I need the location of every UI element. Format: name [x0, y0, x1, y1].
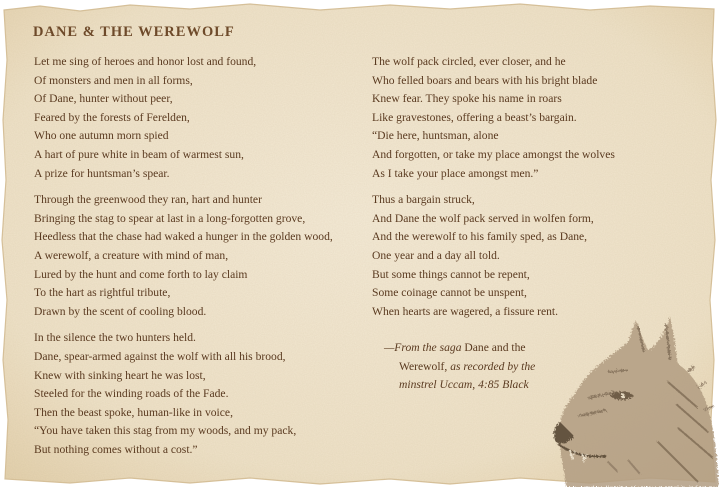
poem-line: And the werewolf to his family sped, as Dane,	[372, 230, 588, 244]
poem-line: Who one autumn morn spied	[34, 129, 169, 143]
poem-line: As I take your place amongst men.”	[372, 166, 539, 180]
poem-line: Of monsters and men in all forms,	[34, 73, 193, 87]
poem-line: Dane, spear-armed against the wolf with all his brood,	[34, 349, 286, 363]
poem-line: Of Dane, hunter without peer,	[34, 92, 173, 106]
poem-line: When hearts are wagered, a fissure rent.	[372, 304, 559, 318]
poem-line: Lured by the hunt and come forth to lay claim	[34, 267, 248, 281]
poem-line: Heedless that the chase had waked a hunger in the golden wood,	[34, 230, 333, 244]
poem-line: Drawn by the scent of cooling blood.	[34, 304, 207, 318]
poem-line: In the silence the two hunters held.	[34, 331, 196, 345]
poem-line: A werewolf, a creature with mind of man,	[34, 248, 229, 262]
poem-line: But some things cannot be repent,	[372, 267, 530, 281]
poem-line: To the hart as rightful tribute,	[34, 286, 171, 300]
attribution-italic: as recorded by the	[447, 359, 536, 373]
stanza	[34, 191, 364, 321]
poem-line: But nothing comes without a cost.”	[34, 442, 198, 456]
poem-left-column	[34, 53, 364, 467]
poem-right-column	[372, 53, 672, 329]
poem-line: Knew with sinking heart he was lost,	[34, 368, 206, 382]
attribution-italic: —From the saga	[384, 341, 462, 354]
poem-line: Knew fear. They spoke his name in roars	[372, 92, 562, 106]
poem-line: “You have taken this stag from my woods, and my pack,	[34, 424, 297, 438]
attribution	[384, 339, 535, 395]
poem-line: Bringing the stag to spear at last in a long-forgotten grove,	[34, 211, 306, 225]
attribution-line	[384, 339, 535, 358]
poem-line: Who felled boars and bears with his bright blade	[372, 73, 598, 87]
poem-line: Feared by the forests of Ferelden,	[34, 110, 190, 124]
page-title: DANE & THE WEREWOLF	[33, 24, 235, 40]
poem-line: And Dane the wolf pack served in wolfen form,	[372, 211, 594, 225]
attribution-line	[384, 358, 535, 377]
poem-line: Thus a bargain struck,	[372, 193, 475, 207]
stanza	[34, 329, 364, 459]
poem-line: And forgotten, or take my place amongst the wolves	[372, 147, 615, 161]
poem-line: Let me sing of heroes and honor lost and found,	[34, 55, 257, 68]
stanza	[372, 191, 672, 321]
wolf-head-icon	[548, 312, 719, 487]
attribution-text: Dane and the	[461, 341, 526, 354]
poem-line: Like gravestones, offering a beast’s bargain.	[372, 110, 577, 124]
poem-line: Steeled for the winding roads of the Fade.	[34, 387, 229, 401]
poem-line: A hart of pure white in beam of warmest sun,	[34, 147, 244, 161]
poem-line: A prize for huntsman’s spear.	[34, 166, 170, 180]
poem-line: “Die here, huntsman, alone	[372, 129, 499, 143]
poem-line: Through the greenwood they ran, hart and hunter	[34, 193, 262, 207]
stanza	[34, 53, 364, 183]
stanza	[372, 53, 672, 183]
poem-line: The wolf pack circled, ever closer, and he	[372, 55, 566, 68]
poem-line: Some coinage cannot be unspent,	[372, 286, 527, 300]
attribution-text: Werewolf,	[399, 359, 448, 373]
attribution-italic: minstrel Uccam, 4:85 Black	[399, 378, 529, 392]
poem-line: One year and a day all told.	[372, 248, 500, 262]
attribution-line	[384, 376, 535, 395]
poem-line: Then the beast spoke, human-like in voice,	[34, 405, 233, 419]
